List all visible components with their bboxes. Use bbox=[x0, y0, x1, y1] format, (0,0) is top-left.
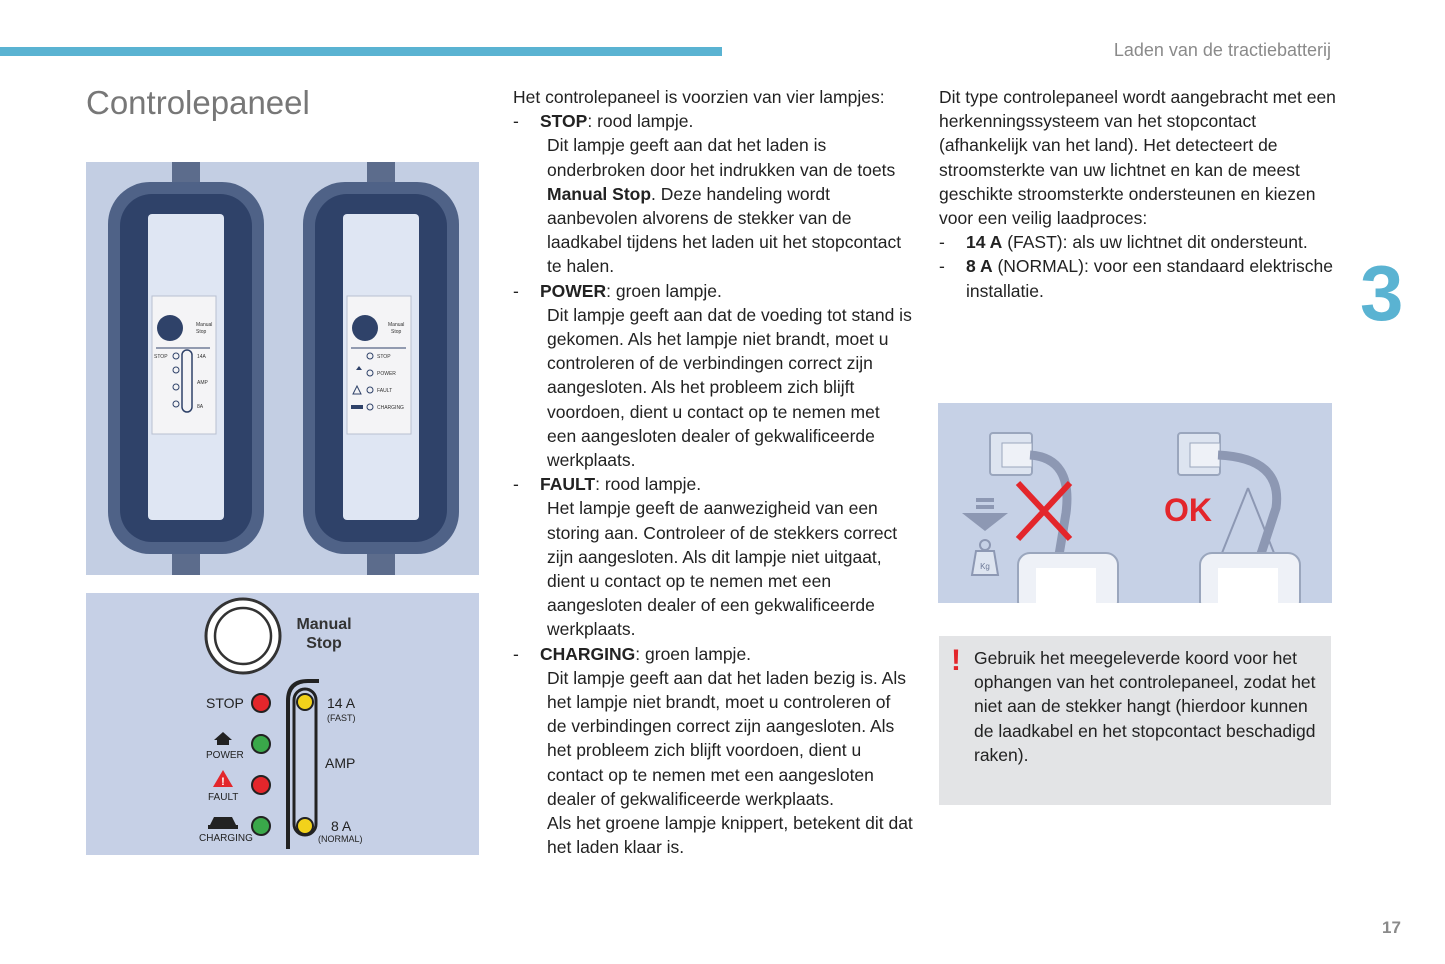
header-accent-bar bbox=[0, 47, 722, 56]
svg-text:Manual: Manual bbox=[388, 322, 405, 328]
section-title: Laden van de tractiebatterij bbox=[1113, 40, 1331, 60]
weight-label: Kg bbox=[980, 562, 990, 571]
power-lamp bbox=[252, 735, 270, 753]
stop-description: Dit lampje geeft aan dat het laden is onderbroken door het indrukken van de toets Manual Stop. Deze handeling wordt aanbevolen alvorens de stekker van de laadkabel tijdens het laden uit het stopcontact te halen. bbox=[547, 135, 902, 277]
list-item-8a: - 8 A (NORMAL): voor een standaard elektrische installatie. bbox=[939, 256, 1334, 301]
lamps-description bbox=[513, 85, 913, 860]
list-item-charging: - CHARGING: groen lampje. bbox=[513, 643, 752, 664]
charging-lamp bbox=[252, 817, 270, 835]
power-label: POWER bbox=[206, 750, 244, 761]
left-unit-manual-label: Manual bbox=[196, 322, 213, 328]
svg-text:8A: 8A bbox=[197, 404, 204, 410]
exclamation-icon: ! bbox=[951, 644, 961, 677]
list-item-14a: - 14 A (FAST): als uw lichtnet dit ondersteunt. bbox=[939, 232, 1308, 253]
manual-stop-button-inner bbox=[215, 608, 271, 664]
amp-8a-sub: (NORMAL) bbox=[318, 834, 363, 844]
amp-14a-label: 14 A bbox=[327, 695, 356, 711]
panel-closeup-figure bbox=[86, 593, 479, 855]
charging-label: CHARGING bbox=[199, 833, 253, 844]
fault-lamp bbox=[252, 776, 270, 794]
warning-text: Gebruik het meegeleverde koord voor het ophangen van het controlepaneel, zodat het niet aan de stekker hangt (hierdoor kunnen de laadkabel en het stopcontact beschadigd raken). bbox=[974, 648, 1316, 765]
plug-hanging-figure bbox=[938, 403, 1332, 603]
svg-text:!: ! bbox=[221, 776, 225, 788]
fault-description: Het lampje geeft de aanwezigheid van een storing aan. Controleer of de stekkers correct zijn aangesloten. Als dit lampje niet uitgaat, dient u contact op te nemen met een aangesloten dealer of een gekwalificeerde werkplaats. bbox=[547, 498, 898, 640]
svg-text:AMP: AMP bbox=[197, 380, 208, 386]
power-description: Dit lampje geeft aan dat de voeding tot stand is gekomen. Als het lampje niet brandt, moet u controleren of de verbindingen correct zijn aangesloten. Als het probleem zich blijft voordoen, dient u contact op te nemen met een aangesloten dealer of gekwalificeerde werkplaats. bbox=[547, 304, 912, 471]
amp-14a-sub: (FAST) bbox=[327, 713, 356, 723]
warning-box bbox=[939, 636, 1331, 805]
control-units-illustration bbox=[86, 162, 479, 575]
svg-text:Stop: Stop bbox=[391, 329, 402, 335]
amp-14a-lamp bbox=[297, 694, 313, 710]
manual-stop-label-1: Manual bbox=[296, 616, 352, 633]
amp-label: AMP bbox=[325, 755, 356, 771]
list-item-fault: - FAULT: rood lampje. bbox=[513, 474, 702, 495]
svg-text:CHARGING: CHARGING bbox=[377, 405, 404, 411]
lamps-intro: Het controlepaneel is voorzien van vier lampjes: bbox=[513, 87, 885, 107]
page-title: Controlepaneel bbox=[86, 84, 310, 121]
left-unit-stop-label: STOP bbox=[154, 354, 168, 360]
svg-text:STOP: STOP bbox=[377, 354, 391, 360]
svg-text:POWER: POWER bbox=[377, 371, 396, 377]
amp-8a-label: 8 A bbox=[331, 818, 352, 834]
stop-lamp bbox=[252, 694, 270, 712]
item-name: STOP bbox=[540, 111, 588, 132]
fault-label: FAULT bbox=[208, 792, 239, 803]
svg-text:14A: 14A bbox=[197, 354, 206, 360]
manual-stop-label-2: Stop bbox=[306, 635, 342, 652]
charging-extra: Als het groene lampje knippert, betekent dit dat het laden klaar is. bbox=[547, 813, 913, 858]
amp-8a-lamp bbox=[297, 818, 313, 834]
list-item-power: - POWER: groen lampje. bbox=[513, 280, 722, 301]
amperage-intro: Dit type controlepaneel wordt aangebracht met een herkenningssysteem van het stopcontact (afhankelijk van het land). Het detecteert de stroomsterkte van uw lichtnet en kan de meest geschikte stroomsterkte ondersteunen en kiezen voor een veilig laadproces: bbox=[939, 87, 1336, 229]
list-item-stop: - STOP: rood lampje. bbox=[513, 111, 694, 132]
charging-description: Dit lampje geeft aan dat het laden bezig is. Als het lampje niet brandt, moet u controleren of de verbindingen correct zijn aangesloten. Als het probleem zich blijft voordoen, dient u contact op te nemen met een aangesloten dealer of gekwalificeerde werkplaats. bbox=[547, 667, 906, 809]
amperage-description bbox=[939, 85, 1339, 303]
ok-label: OK bbox=[1164, 492, 1212, 528]
page-number: 17 bbox=[1382, 918, 1401, 937]
svg-text:FAULT: FAULT bbox=[377, 388, 393, 394]
svg-text:Stop: Stop bbox=[196, 329, 207, 335]
control-units-figure bbox=[86, 162, 479, 575]
stop-label: STOP bbox=[206, 695, 244, 711]
chapter-number: 3 bbox=[1360, 249, 1404, 337]
